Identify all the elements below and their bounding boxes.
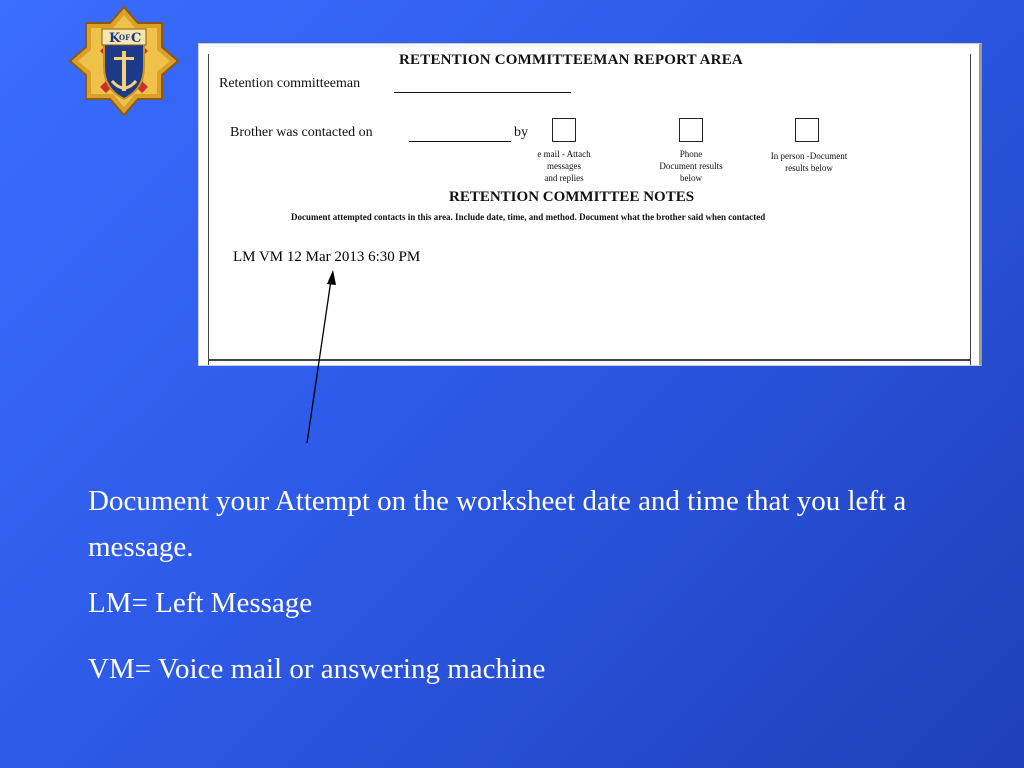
email-checkbox [552, 118, 576, 142]
explanation-text [88, 478, 948, 692]
committeeman-field-line [394, 92, 571, 93]
notes-title: RETENTION COMMITTEE NOTES [449, 189, 695, 205]
form-border-left [208, 54, 209, 365]
retention-worksheet [198, 43, 982, 366]
contacted-label: Brother was contacted on [230, 125, 373, 140]
form-border-right [970, 54, 971, 365]
by-label: by [514, 125, 528, 140]
logo-c: C [131, 31, 142, 46]
committeeman-label: Retention committeeman [219, 76, 361, 91]
form-border-bottom [208, 359, 971, 361]
logo-of: OF [119, 33, 131, 42]
phone-checkbox [679, 118, 703, 142]
vm-definition: VM= Voice mail or answering machine [88, 653, 546, 685]
instruction-line: Document your Attempt on the worksheet date and time that you left a message. [88, 485, 907, 563]
in-person-option-label: In person -Document results below [770, 151, 848, 173]
notes-instruction: Document attempted contacts in this area. Include date, time, and method. Document what the brother said when contacted [291, 212, 766, 222]
email-option-label: e mail - Attach messages and replies [537, 149, 591, 183]
phone-option-label: Phone Document results below [659, 149, 723, 183]
logo-k: K [109, 31, 121, 46]
contacted-date-line [409, 141, 511, 142]
form-title: RETENTION COMMITTEEMAN REPORT AREA [399, 52, 743, 68]
lm-definition: LM= Left Message [88, 587, 313, 619]
note-entry: LM VM 12 Mar 2013 6:30 PM [233, 249, 421, 265]
in-person-checkbox [795, 118, 819, 142]
kofc-logo [68, 5, 180, 117]
